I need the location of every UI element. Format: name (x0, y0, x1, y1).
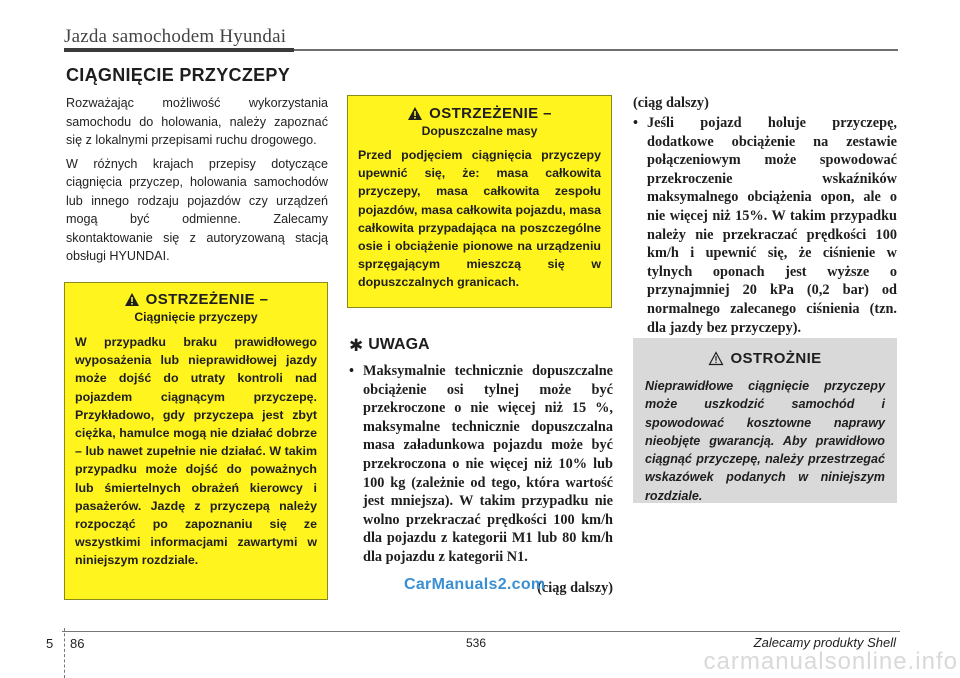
note-body (349, 362, 613, 567)
warning-heading (348, 105, 611, 122)
chapter-number: 5 (46, 636, 54, 651)
watermark-carmanualsonline: carmanualsonline.info (703, 648, 958, 675)
warning-triangle-icon (124, 292, 140, 307)
intro-paragraph-1: Rozważając możliwość wykorzystania samochodu do holowania, należy zapoznać się z lokalnymi przepisami ruchu drogowego. (66, 96, 328, 147)
document-page-number: 536 (466, 636, 487, 650)
header-title: Jazda samochodem Hyundai (64, 26, 287, 47)
header-rule (294, 49, 898, 51)
note-heading (349, 336, 430, 354)
intro-paragraph-2: W różnych krajach przepisy dotyczące ciągnięcia przyczep, holowania samochodów lub innego rodzaju pojazdów czy urządzeń mogą być odmienne. Zalecamy skontaktowanie się z autoryzowaną stacją obsługi HYUNDAI. (66, 156, 328, 263)
warning-heading (65, 291, 327, 308)
column3-text: Jeśli pojazd holuje przyczepę, dodatkowe obciążenie na zestawie połączeniowym może spowodować przekroczenie wskaźników maksymalnego obciążenia opon, ale o nie więcej niż 15%. W takim przypadku należy nie przekraczać prędkości 100 km/h i upewnić się, że ciśnienie w tylnych oponach jest wyższe o przynajmniej 20 kPa (0,2 bar) od normalnego zalecanego ciśnienia (tzn. dla jazdy bez przyczepy). (647, 115, 897, 336)
asterisk-icon: ✱ (349, 335, 364, 355)
bullet-dot: • (349, 363, 355, 379)
warning-subtitle: Ciągnięcie przyczepy (134, 310, 258, 324)
warning-title: OSTRZEŻENIE – (145, 291, 269, 308)
footer-slogan: Zalecamy produkty Shell (753, 635, 896, 650)
note-text: Maksymalnie technicznie dopuszczalne obciążenie osi tylnej może być przekroczone o nie więcej niż 15 %, maksymalne technicznie dopuszczalna masa załadunkowa pojazdu może być przekroczona o nie więcej niż 10% lub 100 kg (zależnie od tego, która wartość jest mniejsza). W takim przypadku nie wolno przekraczać prędkości 100 km/h dla pojazdu z kategorii M1 lub 80 km/h dla pojazdu z kategorii N1. (363, 363, 613, 565)
warning-box-weights (347, 95, 612, 308)
bullet-dot: • (633, 115, 639, 131)
warning-triangle-icon (407, 106, 423, 121)
continued-label: (ciąg dalszy) (537, 580, 613, 596)
warning-body: W przypadku braku prawidłowego wyposażenia lub nieprawidłowej jazdy może dojść do utraty kontroli nad pojazdem ciągnącym przyczepę. Przykładowo, gdy przyczepa jest zbyt ciężka, hamulce mogą nie działać dobrze – lub nawet zupełnie nie działać. W takim przypadku może dojść do poważnych lub śmiertelnych obrażeń kierowcy i pasażerów. Jazdę z przyczepą należy rozpocząć po zapoznaniu się ze wszystkimi informacjami zawartymi w niniejszym rozdziale. (75, 335, 317, 568)
intro-text (66, 94, 328, 271)
continued-label-top: (ciąg dalszy) (633, 95, 709, 111)
page-number: 86 (70, 636, 85, 651)
watermark-carmanuals: CarManuals2.com (404, 576, 546, 593)
note-bullet (349, 362, 613, 567)
warning-body: Przed podjęciem ciągnięcia przyczepy upewnić się, że: masa całkowita przyczepy, masa całkowita zespołu pojazdów, masa całkowita pojazdu, masa całkowita przypadająca na poszczególne osie i obciążenie pionowe na urządzeniu sprzęgającym mieszczą się w dopuszczalnych granicach. (358, 148, 601, 290)
warning-subtitle: Dopuszczalne masy (421, 124, 538, 138)
column3-body (633, 114, 897, 337)
warning-title: OSTRZEŻENIE – (429, 105, 552, 122)
section-title: CIĄGNIĘCIE PRZYCZEPY (66, 65, 291, 85)
note-title: UWAGA (368, 336, 430, 353)
caution-box (633, 338, 897, 503)
footer-rule (62, 631, 900, 632)
caution-triangle-icon (708, 351, 724, 366)
caution-title: OSTROŻNIE (730, 350, 822, 367)
warning-box-trailer (64, 282, 328, 600)
header-bar (64, 48, 294, 52)
column3-bullet (633, 114, 897, 337)
caution-body: Nieprawidłowe ciągnięcie przyczepy może uszkodzić samochód i spowodować kosztowne naprawy nieobjęte gwarancją. Aby prawidłowo ciągnąć przyczepę, należy przestrzegać wskazówek podanych w niniejszym rozdziale. (645, 379, 885, 503)
caution-heading (633, 350, 897, 367)
